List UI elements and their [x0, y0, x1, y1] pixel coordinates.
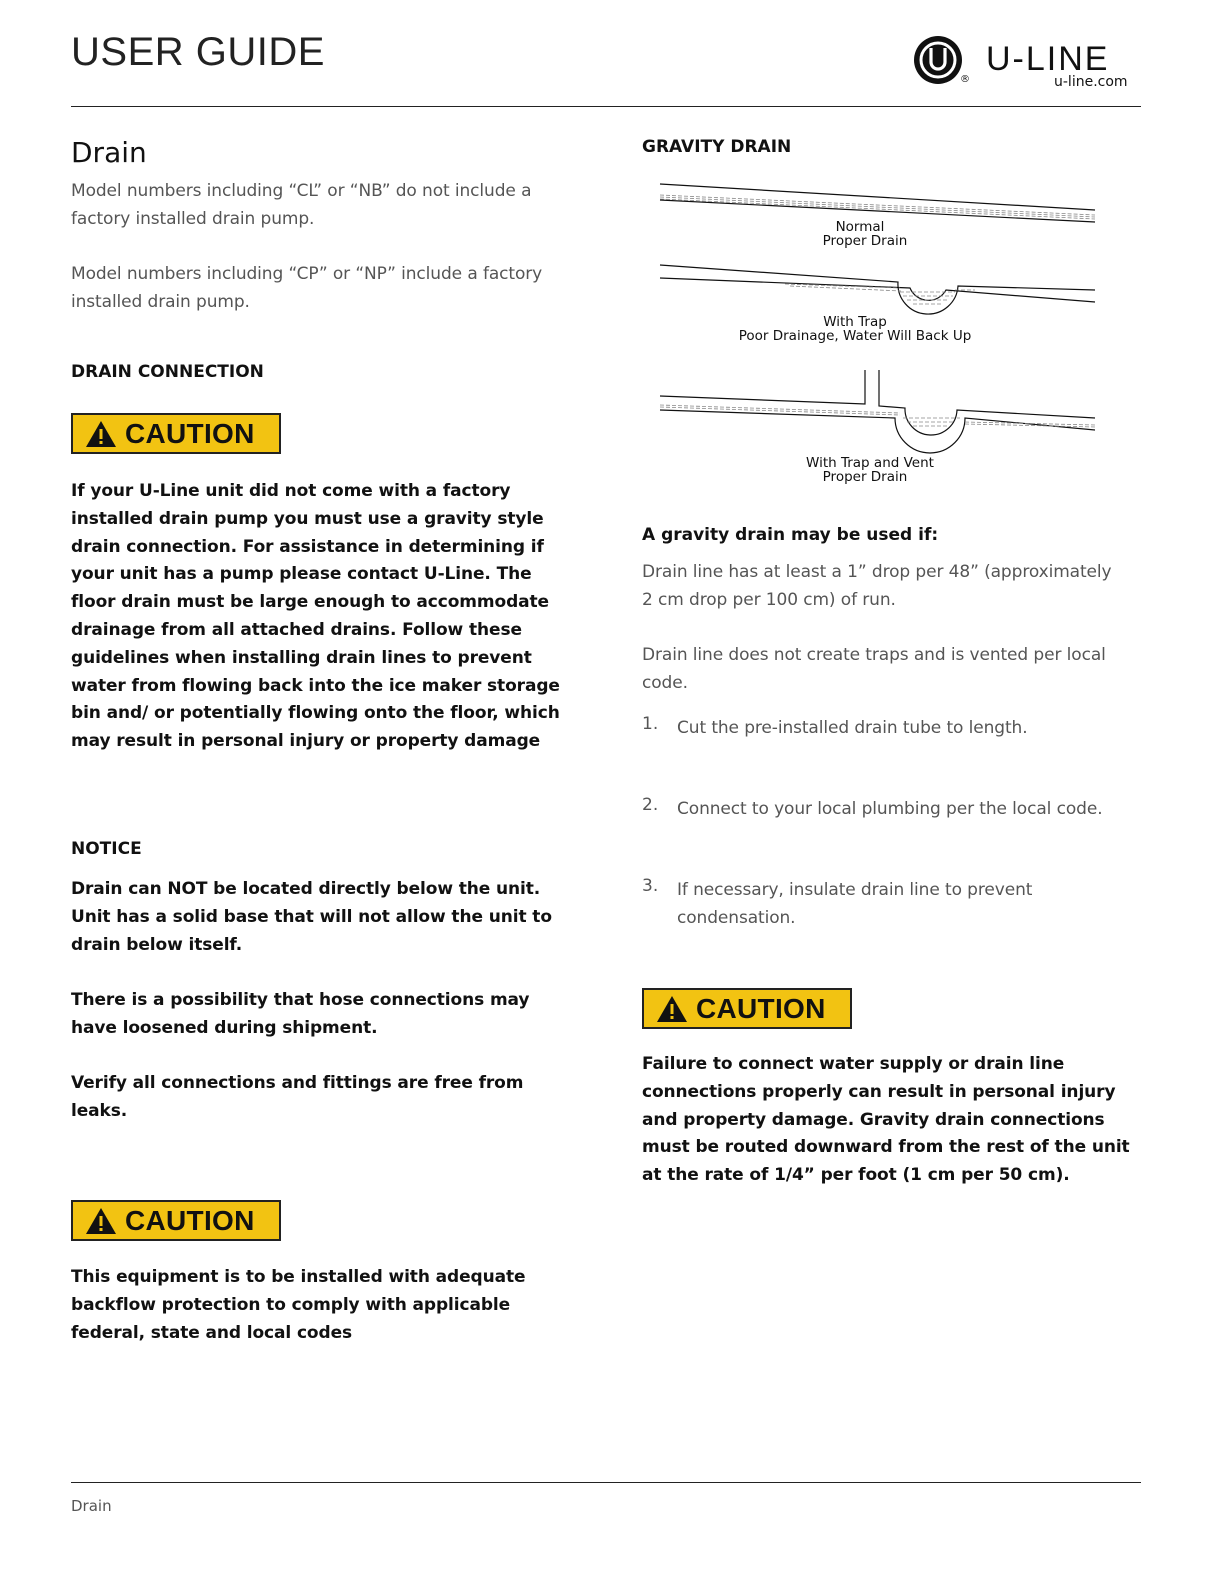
- step-number: 1.: [642, 714, 659, 734]
- warning-triangle-icon: [656, 995, 688, 1023]
- normal-drain-label: Normal Proper Drain: [822, 219, 908, 249]
- u-line-logo: [912, 34, 964, 86]
- section-heading: Drain: [71, 136, 147, 169]
- caution-3-text: Failure to connect water supply or drain line connections properly can result in personal injury and property damage. Gravity drain connections must be routed downward from the rest of the unit at the rate of 1/4” per foot (1 cm per 50 cm).: [642, 1054, 1130, 1186]
- caution-label: CAUTION: [696, 992, 826, 1024]
- caution-badge: [642, 988, 852, 1029]
- drain-connection-heading: DRAIN CONNECTION: [71, 362, 264, 382]
- page-title: USER GUIDE: [71, 30, 325, 74]
- caution-1-text: If your U-Line unit did not come with a factory installed drain pump you must use a gravity style drain connection. For assistance in determining if your unit has a pump please contact U-Line. The floor drain must be large enough to accommodate drainage from all attached drains. Follow these guidelines when installing drain lines to prevent water from flowing back into the ice maker storage bin and/ or potentially flowing onto the floor, which may result in personal injury or property damage: [71, 481, 560, 752]
- warning-triangle-icon: [85, 1207, 117, 1235]
- caution-2-text: This equipment is to be installed with adequate backflow protection to comply with applicable federal, state and local codes: [71, 1267, 526, 1343]
- gravity-drain-heading: GRAVITY DRAIN: [642, 137, 792, 157]
- caution-label: CAUTION: [125, 417, 255, 449]
- caution-label: CAUTION: [125, 1204, 255, 1236]
- trap-drain-label: With Trap Poor Drainage, Water Will Back Up: [738, 314, 972, 344]
- condition-paragraph-1: Drain line has at least a 1” drop per 48” (approximately 2 cm drop per 100 cm) of run.: [642, 562, 1112, 610]
- step-text: Connect to your local plumbing per the local code.: [677, 799, 1103, 819]
- intro-paragraph-1: Model numbers including “CL” or “NB” do not include a factory installed drain pump.: [71, 181, 532, 229]
- normal-drain-pipe: [660, 184, 1095, 222]
- step-number: 2.: [642, 795, 659, 815]
- notice-heading: NOTICE: [71, 839, 142, 859]
- notice-paragraph-3: Verify all connections and fittings are free from leaks.: [71, 1073, 524, 1121]
- vent-drain-pipe: [660, 370, 1095, 453]
- vent-drain-label: With Trap and Vent Proper Drain: [806, 455, 934, 485]
- step-text: If necessary, insulate drain line to prevent condensation.: [677, 880, 1033, 928]
- caution-badge: [71, 1200, 281, 1241]
- footer-label: Drain: [71, 1497, 112, 1515]
- notice-paragraph-1: Drain can NOT be located directly below the unit. Unit has a solid base that will not allow the unit to drain below itself.: [71, 879, 552, 955]
- warning-triangle-icon: [85, 420, 117, 448]
- logo-url: u-line.com: [1054, 74, 1128, 90]
- trap-drain-pipe: [660, 265, 1095, 314]
- intro-paragraph-2: Model numbers including “CP” or “NP” include a factory installed drain pump.: [71, 264, 543, 312]
- logo-wordmark: U-LINE: [986, 40, 1110, 78]
- caution-badge: [71, 413, 281, 454]
- u-line-logo-icon: [912, 34, 964, 86]
- condition-paragraph-2: Drain line does not create traps and is vented per local code.: [642, 645, 1106, 693]
- registered-mark: ®: [960, 74, 970, 85]
- gravity-conditions-heading: A gravity drain may be used if:: [642, 525, 939, 545]
- footer-divider: [71, 1482, 1141, 1483]
- step-number: 3.: [642, 876, 659, 896]
- notice-paragraph-2: There is a possibility that hose connections may have loosened during shipment.: [71, 990, 530, 1038]
- step-text: Cut the pre-installed drain tube to length.: [677, 718, 1028, 738]
- header-divider: [71, 106, 1141, 107]
